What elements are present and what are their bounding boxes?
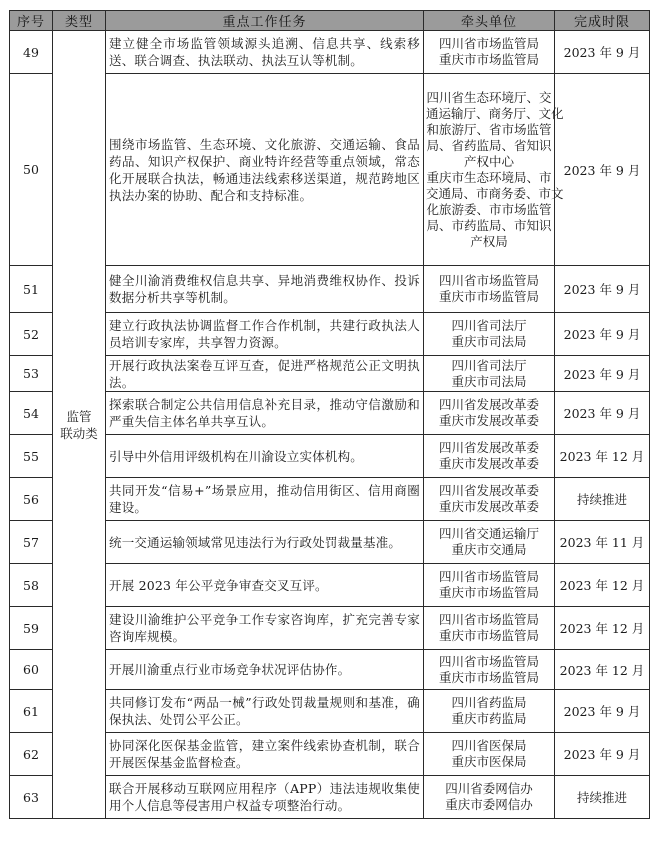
row-number: 49 bbox=[10, 31, 53, 74]
deadline: 2023 年 12 月 bbox=[555, 564, 650, 607]
task-text: 共同开发“信易+”场景应用，推动信用街区、信用商圈建设。 bbox=[106, 478, 424, 521]
table-row bbox=[10, 435, 650, 478]
lead-unit: 四川省交通运输厅 bbox=[438, 526, 539, 541]
lead-unit: 重庆市发展改革委 bbox=[438, 499, 539, 514]
deadline: 2023 年 12 月 bbox=[555, 650, 650, 690]
table-row bbox=[10, 650, 650, 690]
table-row bbox=[10, 521, 650, 564]
lead-unit: 局、省药监局、省知识 bbox=[426, 137, 552, 153]
lead-unit: 四川省生态环境厅、交 bbox=[426, 89, 552, 105]
lead-unit: 重庆市司法局 bbox=[451, 334, 527, 349]
lead-unit: 四川省医保局 bbox=[451, 738, 527, 753]
row-number: 53 bbox=[10, 356, 53, 392]
table-row bbox=[10, 356, 650, 392]
lead-unit: 四川省发展改革委 bbox=[438, 397, 539, 412]
row-number: 56 bbox=[10, 478, 53, 521]
deadline: 2023 年 11 月 bbox=[555, 521, 650, 564]
lead-unit: 四川省市场监管局 bbox=[438, 569, 539, 584]
lead-unit: 四川省司法厅 bbox=[451, 357, 527, 373]
table-row bbox=[10, 392, 650, 435]
lead-units bbox=[424, 435, 555, 478]
task-text: 建立健全市场监管领域源头追溯、信息共享、线索移送、联合调查、执法联动、执法互认等机制。 bbox=[106, 31, 424, 74]
task-text: 协同深化医保基金监管，建立案件线索协查机制，联合开展医保基金监督检查。 bbox=[106, 733, 424, 776]
task-text: 开展川渝重点行业市场竞争状况评估协作。 bbox=[106, 650, 424, 690]
row-number: 58 bbox=[10, 564, 53, 607]
lead-unit: 四川省市场监管局 bbox=[438, 273, 539, 288]
deadline: 2023 年 12 月 bbox=[555, 435, 650, 478]
lead-unit: 重庆市市场监管局 bbox=[438, 289, 539, 304]
row-number: 51 bbox=[10, 266, 53, 313]
table-row bbox=[10, 31, 650, 74]
deadline: 持续推进 bbox=[555, 776, 650, 819]
lead-units bbox=[424, 31, 555, 74]
lead-unit: 四川省发展改革委 bbox=[438, 440, 539, 455]
lead-unit: 重庆市委网信办 bbox=[445, 797, 533, 812]
lead-unit: 重庆市医保局 bbox=[451, 754, 527, 769]
lead-units bbox=[424, 607, 555, 650]
lead-unit: 四川省市场监管局 bbox=[438, 36, 539, 51]
lead-units bbox=[424, 356, 555, 392]
lead-unit: 局、市药监局、市知识 bbox=[426, 217, 552, 233]
table-row bbox=[10, 733, 650, 776]
lead-unit: 重庆市药监局 bbox=[451, 711, 527, 726]
task-text: 围绕市场监管、生态环境、文化旅游、交通运输、食品药品、知识产权保护、商业特许经营等重点领域，常态化开展联合执法，畅通违法线索移送渠道，规范跨地区执法办案的协助、配合和支持标准。 bbox=[106, 74, 424, 266]
lead-unit: 重庆市司法局 bbox=[451, 373, 527, 389]
category-line: 监管 bbox=[66, 408, 92, 424]
lead-units bbox=[424, 733, 555, 776]
header-no: 序号 bbox=[10, 11, 53, 31]
table-row bbox=[10, 564, 650, 607]
row-number: 63 bbox=[10, 776, 53, 819]
row-number: 50 bbox=[10, 74, 53, 266]
task-text: 联合开展移动互联网应用程序（APP）违法违规收集使用个人信息等侵害用户权益专项整治行动。 bbox=[106, 776, 424, 819]
lead-unit: 重庆市发展改革委 bbox=[438, 456, 539, 471]
lead-unit: 重庆市市场监管局 bbox=[438, 585, 539, 600]
table-row bbox=[10, 776, 650, 819]
row-number: 61 bbox=[10, 690, 53, 733]
deadline: 2023 年 9 月 bbox=[555, 690, 650, 733]
task-text: 建设川渝维护公平竞争工作专家咨询库，扩充完善专家咨询库规模。 bbox=[106, 607, 424, 650]
task-text: 统一交通运输领域常见违法行为行政处罚裁量基准。 bbox=[106, 521, 424, 564]
header-task: 重点工作任务 bbox=[106, 11, 424, 31]
lead-unit: 重庆市交通局 bbox=[451, 542, 527, 557]
lead-unit: 重庆市市场监管局 bbox=[438, 669, 539, 685]
header-row bbox=[10, 11, 650, 31]
deadline: 2023 年 9 月 bbox=[555, 356, 650, 392]
task-text: 建立行政执法协调监督工作合作机制，共建行政执法人员培训专家库，共享智力资源。 bbox=[106, 313, 424, 356]
lead-unit: 产权局 bbox=[470, 233, 508, 249]
table-row bbox=[10, 74, 650, 266]
header-lead: 牵头单位 bbox=[424, 11, 555, 31]
deadline: 2023 年 9 月 bbox=[555, 31, 650, 74]
deadline: 2023 年 9 月 bbox=[555, 733, 650, 776]
table-row bbox=[10, 690, 650, 733]
row-number: 60 bbox=[10, 650, 53, 690]
table-row bbox=[10, 266, 650, 313]
task-text: 共同修订发布“两品一械”行政处罚裁量规则和基准，确保执法、处罚公平公正。 bbox=[106, 690, 424, 733]
deadline: 2023 年 9 月 bbox=[555, 266, 650, 313]
deadline: 2023 年 9 月 bbox=[555, 392, 650, 435]
lead-units bbox=[424, 564, 555, 607]
row-number: 59 bbox=[10, 607, 53, 650]
task-text: 开展 2023 年公平竞争审查交叉互评。 bbox=[106, 564, 424, 607]
task-text: 健全川渝消费维权信息共享、异地消费维权协作、投诉数据分析共享等机制。 bbox=[106, 266, 424, 313]
lead-units bbox=[424, 650, 555, 690]
lead-unit: 化旅游委、市市场监管 bbox=[426, 201, 552, 217]
task-text: 探索联合制定公共信用信息补充目录，推动守信激励和严重失信主体名单共享互认。 bbox=[106, 392, 424, 435]
lead-unit: 和旅游厅、省市场监管 bbox=[426, 121, 552, 137]
category-line: 联动类 bbox=[60, 425, 98, 441]
lead-units bbox=[424, 266, 555, 313]
row-number: 55 bbox=[10, 435, 53, 478]
deadline: 2023 年 12 月 bbox=[555, 607, 650, 650]
lead-units bbox=[424, 521, 555, 564]
deadline: 2023 年 9 月 bbox=[555, 74, 650, 266]
row-number: 62 bbox=[10, 733, 53, 776]
task-table bbox=[9, 10, 650, 819]
row-number: 57 bbox=[10, 521, 53, 564]
header-category: 类型 bbox=[53, 11, 106, 31]
lead-units bbox=[424, 776, 555, 819]
lead-units bbox=[424, 690, 555, 733]
deadline: 持续推进 bbox=[555, 478, 650, 521]
row-number: 52 bbox=[10, 313, 53, 356]
lead-unit: 四川省委网信办 bbox=[445, 781, 533, 796]
lead-units bbox=[424, 74, 564, 266]
lead-unit: 重庆市市场监管局 bbox=[438, 52, 539, 67]
lead-unit: 重庆市市场监管局 bbox=[438, 628, 539, 643]
lead-unit: 重庆市发展改革委 bbox=[438, 413, 539, 428]
lead-unit: 通运输厅、商务厅、文化 bbox=[426, 105, 564, 121]
row-number: 54 bbox=[10, 392, 53, 435]
lead-unit: 四川省发展改革委 bbox=[438, 483, 539, 498]
lead-units bbox=[424, 392, 555, 435]
lead-units bbox=[424, 313, 555, 356]
task-text: 引导中外信用评级机构在川渝设立实体机构。 bbox=[106, 435, 424, 478]
task-text: 开展行政执法案卷互评互查，促进严格规范公正文明执法。 bbox=[106, 356, 424, 392]
lead-unit: 交通局、市商务委、市文 bbox=[426, 185, 564, 201]
lead-unit: 四川省药监局 bbox=[451, 695, 527, 710]
deadline: 2023 年 9 月 bbox=[555, 313, 650, 356]
lead-unit: 四川省司法厅 bbox=[451, 318, 527, 333]
category-cell bbox=[53, 31, 106, 819]
table-row bbox=[10, 478, 650, 521]
header-deadline: 完成时限 bbox=[555, 11, 650, 31]
lead-unit: 四川省市场监管局 bbox=[438, 653, 539, 669]
lead-units bbox=[424, 478, 555, 521]
table-row bbox=[10, 607, 650, 650]
lead-unit: 重庆市生态环境局、市 bbox=[426, 169, 552, 185]
table-row bbox=[10, 313, 650, 356]
lead-unit: 产权中心 bbox=[463, 153, 514, 169]
lead-unit: 四川省市场监管局 bbox=[438, 612, 539, 627]
